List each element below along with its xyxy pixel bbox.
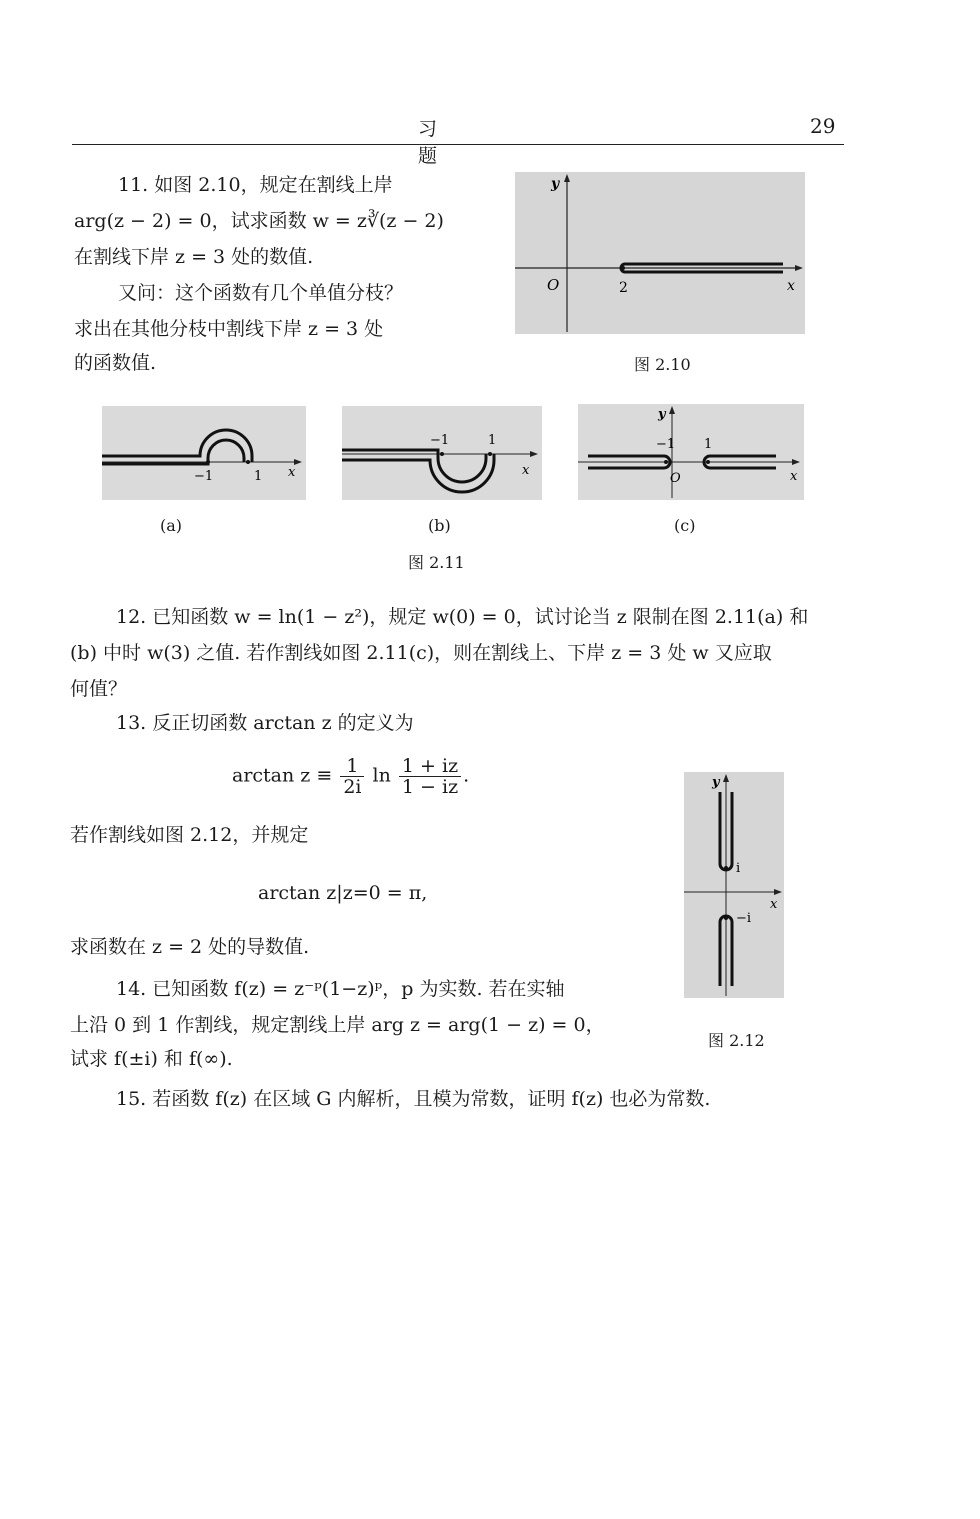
formula-frac-1: [340, 756, 364, 797]
header-rule: [72, 144, 844, 145]
fig211-sub-c: (c): [674, 516, 696, 535]
p13-condition: arctan z|z=0 = π,: [258, 882, 428, 904]
formula-frac1-den: 2i: [343, 776, 362, 798]
fig211-caption: 图 2.11: [408, 553, 465, 572]
p14-line-3: 试求 f(±i) 和 f(∞).: [70, 1048, 233, 1070]
fig211a-m1: −1: [194, 469, 214, 484]
fig211-sub-b: (b): [428, 516, 451, 535]
fig211c-o: O: [670, 471, 681, 486]
p14-line-1: 14. 已知函数 f(z) = z⁻ᵖ(1−z)ᵖ，p 为实数. 若在实轴: [116, 978, 565, 1000]
fig212-caption: 图 2.12: [708, 1031, 765, 1050]
fig210-tick-2: 2: [619, 280, 628, 296]
formula-frac2-den: 1 − iz: [401, 776, 459, 798]
fig210-x-label: x: [787, 278, 795, 294]
p15-line: 15. 若函数 f(z) 在区域 G 内解析，且模为常数，证明 f(z) 也必为常数.: [116, 1088, 711, 1110]
fig212-y-label: y: [712, 775, 720, 790]
figure-2-11b: [342, 406, 542, 500]
fig211c-p1: 1: [704, 437, 713, 452]
p11-line-1: 11. 如图 2.10，规定在割线上岸: [118, 174, 393, 196]
p11-line-6: 的函数值.: [74, 352, 157, 374]
fig211c-x: x: [790, 469, 798, 484]
p13-intro: 13. 反正切函数 arctan z 的定义为: [116, 712, 414, 734]
fig211b-x: x: [522, 463, 530, 478]
page-number: 29: [810, 114, 836, 138]
p12-line-1: 12. 已知函数 w = ln(1 − z²)，规定 w(0) = 0，试讨论当 z 限制在图 2.11(a) 和: [116, 606, 809, 628]
figure-2-11a: [102, 406, 306, 500]
p11-line-3: 在割线下岸 z = 3 处的数值.: [74, 246, 314, 268]
formula-frac2-num: 1 + iz: [399, 756, 461, 777]
figure-2-11c: [578, 404, 804, 500]
fig211-sub-a: (a): [160, 516, 183, 535]
fig211b-p1: 1: [488, 433, 497, 448]
fig211a-x: x: [288, 465, 296, 480]
p11-line-5: 求出在其他分枝中割线下岸 z = 3 处: [74, 318, 384, 340]
fig210-caption: 图 2.10: [634, 355, 691, 374]
p13-formula: [232, 756, 469, 797]
p11-line-4: 又问：这个函数有几个单值分枝？: [118, 282, 404, 304]
formula-end: .: [463, 764, 470, 787]
fig210-origin-label: O: [547, 276, 560, 294]
p12-line-3: 何值？: [70, 678, 128, 700]
fig212-x-label: x: [770, 897, 778, 912]
fig211a-p1: 1: [254, 469, 263, 484]
p12-line-2: (b) 中时 w(3) 之值. 若作割线如图 2.11(c)，则在割线上、下岸 z = 3 处 w 又应取: [70, 642, 772, 664]
formula-lhs: arctan z ≡: [232, 764, 333, 787]
running-head: 习 题: [418, 118, 466, 167]
p13-line-3: 求函数在 z = 2 处的导数值.: [70, 936, 310, 958]
fig212-i-label: i: [736, 861, 741, 876]
fig211c-y: y: [658, 407, 666, 422]
p13-line-2: 若作割线如图 2.12，并规定: [70, 824, 309, 846]
p14-line-2: 上沿 0 到 1 作割线，规定割线上岸 arg z = arg(1 − z) = 0，: [70, 1014, 605, 1036]
fig211c-m1: −1: [656, 437, 676, 452]
fig212-mi-label: −i: [736, 911, 752, 926]
figure-2-12: [684, 772, 784, 998]
figure-2-10: [515, 172, 805, 334]
fig211b-m1: −1: [430, 433, 450, 448]
fig210-y-label: y: [551, 176, 560, 192]
formula-frac1-num: 1: [340, 756, 364, 777]
formula-ln: ln: [372, 764, 391, 787]
p11-line-2: arg(z − 2) = 0，试求函数 w = z∛(z − 2): [74, 210, 444, 232]
formula-frac-2: [399, 756, 461, 797]
